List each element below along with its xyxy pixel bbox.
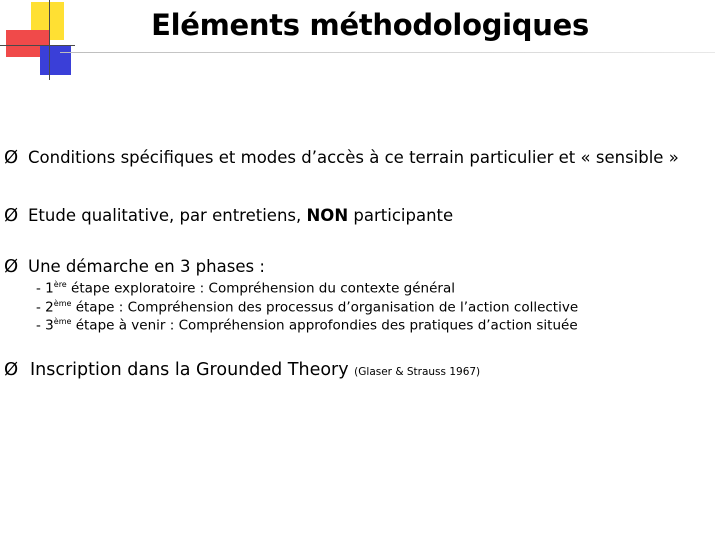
phase-item: - 1ère étape exploratoire : Compréhension du contexte général bbox=[36, 280, 455, 297]
bullet-three-phases bbox=[4, 256, 265, 277]
bullet-arrow-icon: Ø bbox=[4, 205, 19, 226]
bullet-text: Une démarche en 3 phases : bbox=[28, 257, 265, 276]
bullet-arrow-icon: Ø bbox=[4, 147, 19, 168]
logo-blue-square bbox=[40, 45, 71, 75]
bullet-arrow-icon: Ø bbox=[4, 256, 19, 277]
bullet-qualitative-study bbox=[4, 205, 453, 226]
title-underline bbox=[60, 52, 715, 53]
phase-item: - 2ème étape : Compréhension des processus d’organisation de l’action collective bbox=[36, 299, 579, 316]
citation: (Glaser & Strauss 1967) bbox=[354, 366, 481, 378]
bullet-text: Inscription dans la Grounded Theory bbox=[30, 360, 355, 380]
bullet-grounded-theory bbox=[4, 359, 480, 380]
logo-vertical-line bbox=[49, 0, 50, 80]
bullet-text-end: participante bbox=[348, 206, 454, 225]
logo-horizontal-line bbox=[0, 45, 75, 46]
bullet-access-conditions bbox=[4, 147, 679, 168]
slide-title: Eléments méthodologiques bbox=[151, 8, 589, 42]
corner-logo bbox=[0, 0, 80, 80]
phase-item: - 3ème étape à venir : Compréhension approfondies des pratiques d’action située bbox=[36, 317, 578, 334]
bullet-text: Etude qualitative, par entretiens, bbox=[28, 206, 307, 225]
bullet-arrow-icon: Ø bbox=[4, 359, 19, 380]
bullet-emphasis: NON bbox=[306, 206, 349, 225]
bullet-text: Conditions spécifiques et modes d’accès à ce terrain particulier et « sensible » bbox=[28, 148, 679, 167]
